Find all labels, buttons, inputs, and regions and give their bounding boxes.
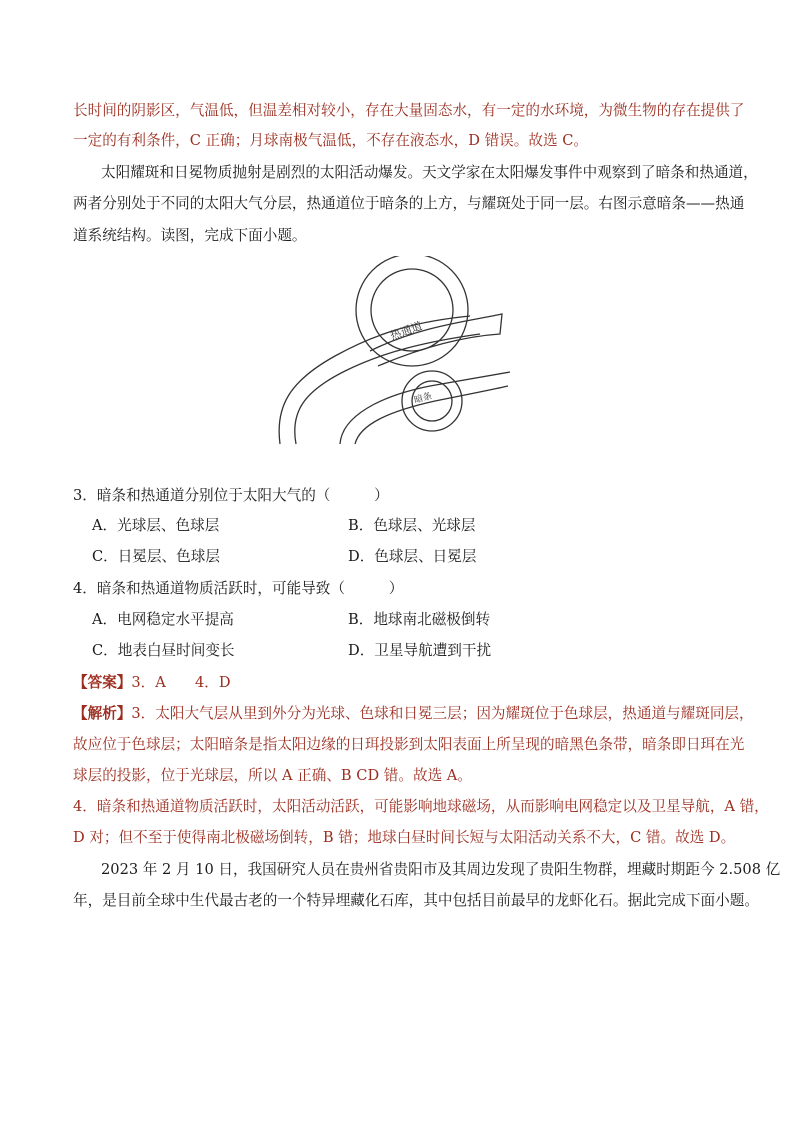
- q3-stem: 3．暗条和热通道分别位于太阳大气的（ ）: [73, 487, 389, 504]
- passage3-line2: 年，是目前全球中生代最古老的一个特异埋藏化石库，其中包括目前最早的龙虾化石。据此完成下面小题。: [73, 892, 759, 909]
- analysis-line4: 4．暗条和热通道物质活跃时，太阳活动活跃，可能影响地球磁场，从而影响电网稳定以及卫星导航，A 错，: [73, 798, 769, 815]
- prominence-hot-channel-diagram: [270, 256, 520, 446]
- hot-channel-band: [370, 314, 502, 366]
- q3-option-a: A．光球层、色球层: [92, 517, 220, 534]
- q4-option-d: D．卫星导航遭到干扰: [348, 642, 492, 659]
- q4-option-b: B．地球南北磁极倒转: [348, 611, 491, 628]
- q4-stem: 4．暗条和热通道物质活跃时，可能导致（ ）: [73, 580, 404, 597]
- outer-arch: [279, 316, 470, 444]
- hot-channel-label: 热通道: [388, 319, 425, 343]
- analysis-tag: 【解析】: [73, 705, 132, 722]
- answer-tag: 【答案】: [73, 674, 132, 691]
- analysis-line1: [73, 704, 754, 724]
- passage2-line1: 太阳耀斑和日冕物质抛射是剧烈的太阳活动爆发。天文学家在太阳爆发事件中观察到了暗条和热通道，: [101, 164, 758, 181]
- upper-inner-ring: [371, 269, 453, 351]
- q3-option-d: D．色球层、日冕层: [348, 548, 477, 565]
- analysis-line2: 故应位于色球层；太阳暗条是指太阳边缘的日珥投影到太阳表面上所呈现的暗黑色条带，暗条即日珥在光: [73, 736, 745, 753]
- q4-option-a: A．电网稳定水平提高: [92, 611, 234, 628]
- passage2-line2: 两者分别处于不同的太阳大气分层，热通道位于暗条的上方，与耀斑处于同一层。右图示意暗条——热通: [73, 195, 745, 212]
- analysis-line3: 球层的投影，位于光球层，所以 A 正确、B CD 错。故选 A。: [73, 767, 472, 784]
- q4-option-c: C．地表白昼时间变长: [92, 642, 235, 659]
- q3-option-c: C．日冕层、色球层: [92, 548, 220, 565]
- filament-band-inner: [355, 386, 508, 444]
- analysis-text-1: 3．太阳大气层从里到外分为光球、色球和日冕三层；因为耀斑位于色球层，热通道与耀斑同层，: [131, 705, 754, 722]
- answer-line: [73, 673, 231, 693]
- analysis-line5: D 对；但不至于使得南北极磁场倒转，B 错；地球白昼时间长短与太阳活动关系不大，C 错。故选 D。: [73, 829, 736, 846]
- passage2-line3: 道系统结构。读图，完成下面小题。: [73, 227, 307, 244]
- passage3-line1: 2023 年 2 月 10 日，我国研究人员在贵州省贵阳市及其周边发现了贵阳生物群，埋藏时期距今 2.508 亿: [101, 861, 781, 878]
- q3-option-b: B．色球层、光球层: [348, 517, 476, 534]
- diagram-svg: [270, 256, 520, 446]
- passage1-line2: 一定的有利条件，C 正确；月球南极气温低，不存在液态水，D 错误。故选 C。: [73, 132, 588, 149]
- outer-arch-inner: [295, 334, 480, 444]
- passage1-line1: 长时间的阴影区，气温低，但温差相对较小，存在大量固态水，有一定的水环境，为微生物的存在提供了: [73, 102, 745, 119]
- filament-label: 暗条: [413, 391, 434, 406]
- answer-text: 3．A 4．D: [131, 674, 231, 691]
